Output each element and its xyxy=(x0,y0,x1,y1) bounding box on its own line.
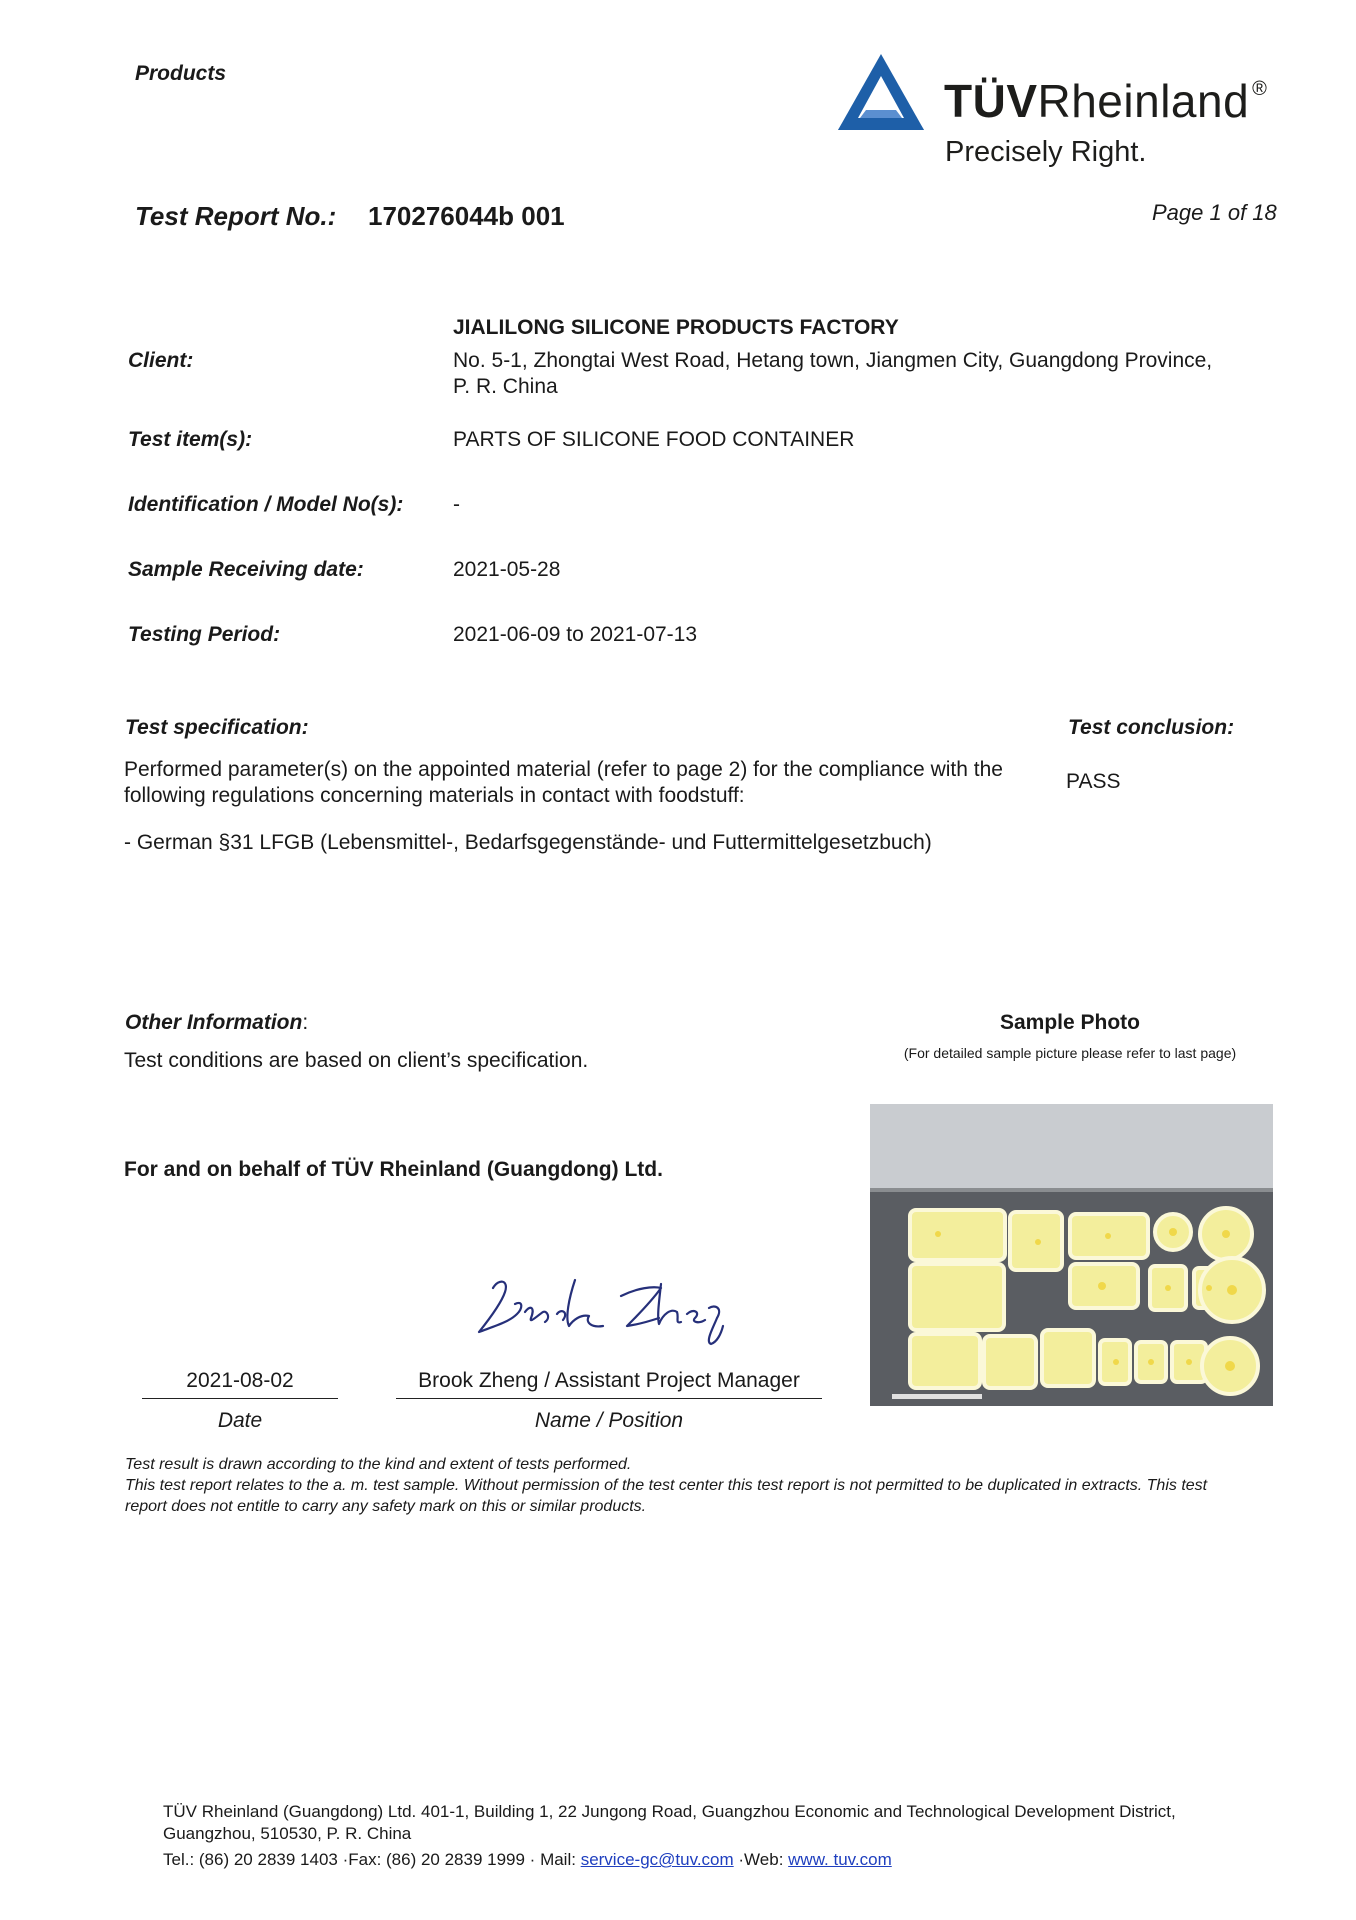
email-link[interactable]: service-gc@tuv.com xyxy=(580,1850,734,1869)
tuv-rheinland-logo xyxy=(836,52,1276,172)
other-information-text: Test conditions are based on client’s specification. xyxy=(124,1049,589,1072)
report-number-label: Test Report No.: xyxy=(135,201,337,231)
model-label: Identification / Model No(s): xyxy=(128,493,404,516)
products-label: Products xyxy=(135,62,227,85)
signature-date: 2021-08-02 xyxy=(186,1369,294,1392)
sample-photo-image xyxy=(870,1104,1273,1406)
name-position-caption: Name / Position xyxy=(534,1409,684,1432)
tuv-triangle-icon xyxy=(836,52,926,132)
sample-photo-note: (For detailed sample picture please refer to last page) xyxy=(903,1045,1237,1061)
signatory-name: Brook Zheng / Assistant Project Manager xyxy=(418,1369,800,1392)
regulation-item: - German §31 LFGB (Lebensmittel-, Bedarfsgegenstände- und Futtermittelgesetzbuch) xyxy=(124,831,932,854)
page-indicator: Page 1 of 18 xyxy=(1152,200,1277,225)
client-name: JIALILONG SILICONE PRODUCTS FACTORY xyxy=(453,316,899,339)
client-label: Client: xyxy=(128,349,194,372)
date-underline xyxy=(142,1398,338,1399)
disclaimer-line-1: Test result is drawn according to the kind and extent of tests performed. xyxy=(125,1456,632,1473)
date-caption: Date xyxy=(217,1409,263,1432)
test-item-value: PARTS OF SILICONE FOOD CONTAINER xyxy=(453,428,855,451)
on-behalf-statement: For and on behalf of TÜV Rheinland (Guangdong) Ltd. xyxy=(124,1158,663,1181)
client-address: No. 5-1, Zhongtai West Road, Hetang town, Jiangmen City, Guangdong Province, P. R. China xyxy=(453,349,1213,398)
test-specification-heading: Test specification: xyxy=(125,716,309,739)
receiving-date-label: Sample Receiving date: xyxy=(128,558,364,581)
signature-image xyxy=(465,1268,745,1348)
model-value: - xyxy=(453,493,460,516)
name-underline xyxy=(396,1398,822,1399)
testing-period-label: Testing Period: xyxy=(128,623,281,646)
test-conclusion-heading: Test conclusion: xyxy=(1068,716,1235,739)
web-link[interactable]: www. tuv.com xyxy=(788,1850,892,1869)
disclaimer xyxy=(125,1454,1245,1517)
logo-slogan: Precisely Right. xyxy=(945,136,1147,168)
logo-wordmark: TÜVRheinland ® xyxy=(944,75,1268,127)
sample-photo-heading: Sample Photo xyxy=(999,1011,1141,1034)
receiving-date-value: 2021-05-28 xyxy=(453,558,561,581)
footer-address: TÜV Rheinland (Guangdong) Ltd. 401-1, Building 1, 22 Jungong Road, Guangzhou Economic and Technological Development District, Guangzhou, 510530, P. R. China xyxy=(163,1802,1176,1843)
footer-contact: Tel.: (86) 20 2839 1403 ·Fax: (86) 20 2839 1999 · Mail: service-gc@tuv.com ·Web: www. tuv.com xyxy=(163,1850,892,1869)
test-conclusion-value: PASS xyxy=(1066,770,1121,793)
test-specification-text: Performed parameter(s) on the appointed material (refer to page 2) for the compliance with the following regulations concerning materials in contact with foodstuff: xyxy=(124,758,1003,807)
other-information-heading: Other Information: xyxy=(125,1011,309,1034)
testing-period-value: 2021-06-09 to 2021-07-13 xyxy=(453,623,698,646)
test-item-label: Test item(s): xyxy=(128,428,253,451)
footer xyxy=(163,1801,1263,1871)
disclaimer-line-2: This test report relates to the a. m. test sample. Without permission of the test center this test report is not permitted to be duplicated in extracts. This test report does not entitle to carry any safety mark on this or similar products. xyxy=(125,1477,1208,1515)
report-number: 170276044b 001 xyxy=(368,201,565,231)
